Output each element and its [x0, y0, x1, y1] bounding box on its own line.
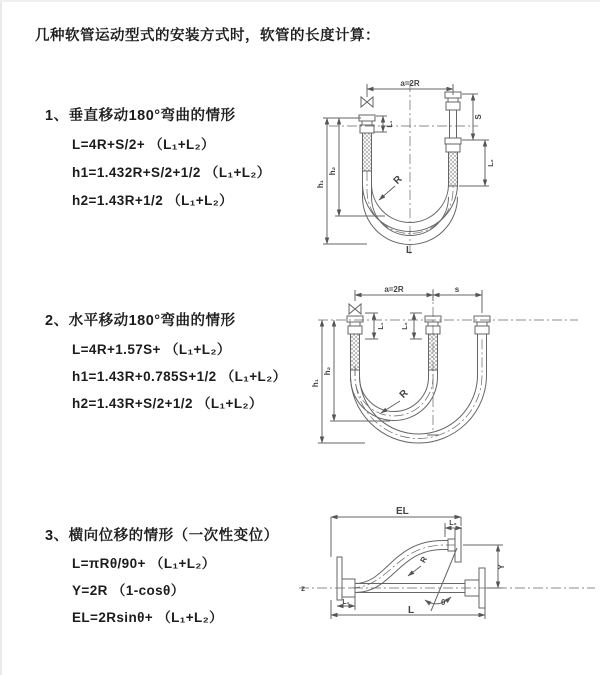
formula-h2: h2=1.43R+S/2+1/2 （L₁+L₂） — [72, 396, 263, 411]
dim-l1-label: L₁ — [387, 120, 394, 128]
formula-y: Y=2R （1-cosθ） — [72, 583, 185, 598]
dim-s-label: s — [454, 285, 460, 294]
formula-h1: h1=1.432R+S/2+1/2 （L₁+L₂） — [72, 165, 271, 180]
s-hose-top — [355, 541, 448, 584]
hose-u-drawing — [318, 289, 578, 443]
left-fitting-flange — [359, 115, 375, 121]
s-hose-bottom — [355, 550, 448, 593]
page-title: 几种软管运动型式的安装方式时，软管的长度计算： — [35, 28, 380, 44]
right-fitting-neck — [477, 322, 487, 326]
section-2-heading: 2、水平移动180°弯曲的情形 — [45, 313, 236, 329]
radius-leader — [408, 566, 421, 576]
radius-label: R — [418, 554, 430, 565]
right-fitting-nut-moved — [446, 144, 460, 152]
dim-l1-label: L₁ — [342, 599, 350, 606]
formula-length: L=4R+S/2+ （L₁+L₂） — [72, 137, 215, 152]
radius-label: R — [391, 173, 405, 187]
left-braided-section — [351, 334, 360, 370]
formula-length: L=4R+1.57S+ （L₁+L₂） — [72, 342, 231, 357]
scan-edge-left — [0, 0, 2, 675]
dim-el-label: EL — [396, 506, 409, 517]
middle-braided-section — [429, 334, 438, 370]
length-label: L — [406, 245, 413, 256]
dim-l1-label: L₁ — [378, 322, 385, 330]
theta-label: θ — [441, 598, 446, 607]
section-1-heading: 1、垂直移动180°弯曲的情形 — [45, 108, 236, 124]
left-flange — [337, 557, 342, 600]
dim-s-label: S — [474, 114, 483, 120]
valve-icon — [349, 304, 361, 314]
dim-y-label: Y — [497, 564, 506, 570]
section-3-heading: 3、横向位移的情形（一次性变位） — [45, 528, 279, 544]
right-fitting-flange-moved — [445, 138, 461, 144]
scan-edge-top — [0, 0, 600, 2]
valve-icon — [361, 97, 373, 107]
dim-h1-label: h₁ — [316, 179, 325, 189]
left-fitting-neck — [362, 121, 372, 125]
hose-outline-inner-pos2 — [360, 341, 478, 434]
right-fitting-nut — [475, 326, 489, 334]
left-fitting-nut — [348, 326, 362, 334]
left-fitting-neck — [350, 322, 360, 326]
right-flange-upper — [455, 528, 461, 562]
dim-l2-label: L₂ — [402, 322, 409, 330]
diagram-vertical-180-bend — [315, 76, 585, 256]
formula-h1: h1=1.43R+0.785S+1/2 （L₁+L₂） — [72, 369, 287, 384]
diagram-horizontal-180-bend — [310, 283, 590, 463]
left-braided-section — [363, 133, 372, 171]
dim-l2-label: L₂ — [449, 520, 457, 527]
hose-u-drawing — [323, 82, 489, 254]
radius-label: R — [397, 387, 411, 401]
angle-arc — [425, 597, 451, 604]
dim-h2-label: h₂ — [328, 166, 337, 176]
formula-length: L=πRθ/90+ （L₁+L₂） — [72, 556, 216, 571]
right-fitting-flange — [474, 316, 490, 322]
dim-h2-label: h₂ — [323, 366, 332, 376]
left-fitting-flange — [347, 316, 363, 322]
diagram-lateral-displacement — [295, 503, 600, 648]
dim-a2r-label: a=2R — [384, 285, 404, 294]
dim-l2-label: L₂ — [488, 159, 495, 167]
dim-h1-label: h₁ — [311, 378, 320, 388]
right-fitting-nut — [446, 102, 460, 110]
formula-h2: h2=1.43R+1/2 （L₁+L₂） — [72, 193, 234, 208]
hose-outline-outer-pos1 — [351, 370, 438, 421]
hose-centerline-pos2 — [355, 339, 482, 438]
dim-a2r-label: a=2R — [400, 79, 420, 88]
radius-leader — [379, 186, 395, 200]
hose-centerline-pos1 — [355, 366, 433, 416]
right-braided-section — [449, 152, 458, 186]
dim-l-label: L — [408, 605, 415, 616]
right-fitting-neck — [448, 98, 458, 102]
hose-outline-outer-pos2 — [351, 341, 487, 443]
formula-el: EL=2Rsinθ+ （L₁+L₂） — [72, 610, 223, 625]
datum-z-label: z — [301, 584, 305, 593]
